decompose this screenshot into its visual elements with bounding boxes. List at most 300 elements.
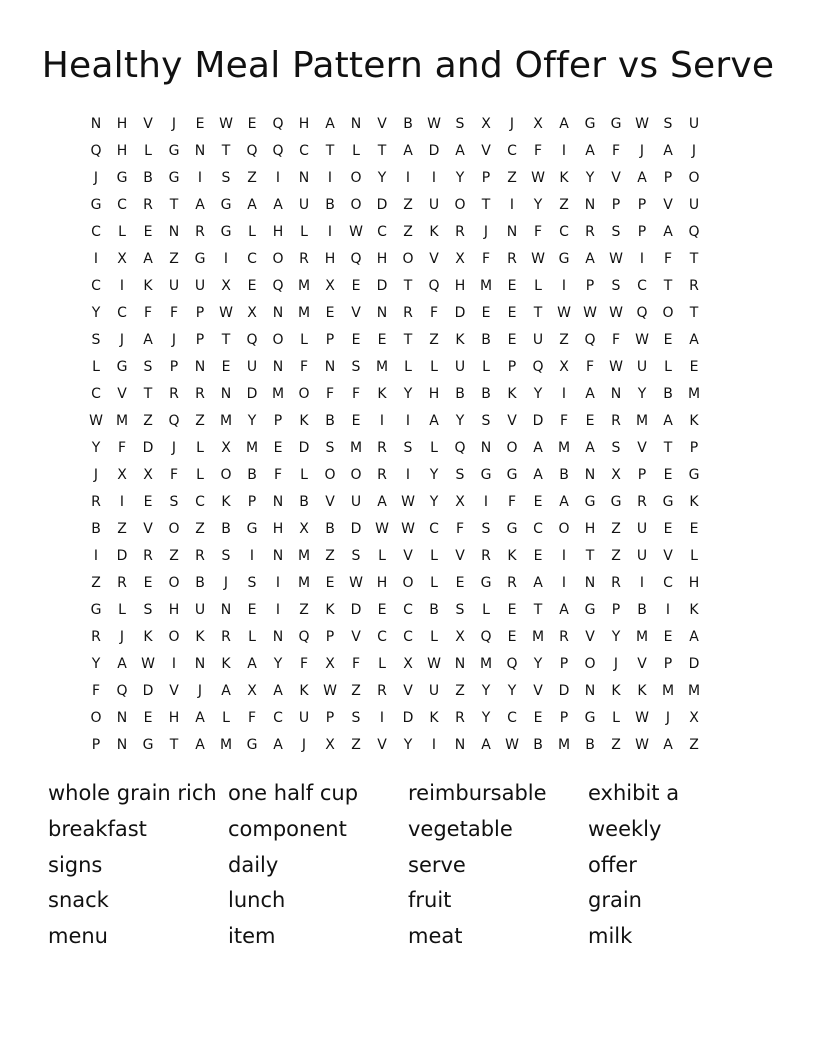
grid-letter: Z <box>143 413 153 429</box>
grid-letter: P <box>481 170 491 186</box>
grid-letter: L <box>300 224 308 240</box>
grid-letter: Z <box>611 737 621 753</box>
grid-letter: B <box>585 737 595 753</box>
grid-letter: O <box>506 440 518 456</box>
grid-letter: W <box>401 521 415 537</box>
puzzle-title: Healthy Meal Pattern and Offer vs Serve <box>41 45 775 86</box>
grid-letter: Q <box>272 278 284 294</box>
grid-letter: Y <box>455 170 465 186</box>
grid-letter: P <box>195 305 205 321</box>
grid-letter: F <box>169 305 179 321</box>
grid-letter: J <box>301 737 307 753</box>
grid-letter: G <box>506 521 518 537</box>
word-bank-item: fruit <box>408 888 452 913</box>
grid-letter: C <box>507 710 517 726</box>
grid-letter: G <box>194 251 206 267</box>
grid-letter: T <box>689 251 699 267</box>
grid-letter: R <box>377 467 387 483</box>
grid-letter: L <box>430 548 438 564</box>
grid-letter: A <box>481 737 491 753</box>
grid-letter: Y <box>585 170 595 186</box>
grid-letter: Q <box>532 359 544 375</box>
grid-row <box>83 489 733 516</box>
grid-letter: H <box>376 575 388 591</box>
grid-letter: N <box>194 656 206 672</box>
grid-letter: R <box>117 575 127 591</box>
grid-letter: L <box>378 656 386 672</box>
grid-letter: V <box>377 116 387 132</box>
grid-letter: U <box>636 359 648 375</box>
grid-letter: A <box>195 197 205 213</box>
grid-letter: P <box>195 332 205 348</box>
grid-letter: D <box>454 305 466 321</box>
grid-letter: Y <box>91 305 101 321</box>
grid-letter: Z <box>689 737 699 753</box>
grid-letter: E <box>507 602 517 618</box>
grid-letter: Y <box>533 656 543 672</box>
grid-letter: Y <box>377 170 387 186</box>
grid-letter: O <box>688 170 700 186</box>
word-bank-item: milk <box>588 924 633 948</box>
grid-letter: I <box>275 170 281 186</box>
grid-letter: P <box>507 359 517 375</box>
grid-letter: V <box>169 683 179 699</box>
grid-letter: H <box>584 521 596 537</box>
grid-letter: E <box>247 278 257 294</box>
grid-letter: B <box>559 467 569 483</box>
grid-letter: I <box>379 413 385 429</box>
grid-letter: P <box>663 170 673 186</box>
grid-letter: G <box>168 170 180 186</box>
grid-letter: Q <box>688 224 700 240</box>
grid-letter: W <box>427 116 441 132</box>
grid-letter: K <box>299 413 309 429</box>
grid-letter: E <box>507 332 517 348</box>
grid-letter: O <box>168 521 180 537</box>
grid-letter: P <box>637 197 647 213</box>
grid-letter: R <box>585 224 595 240</box>
grid-letter: A <box>403 143 413 159</box>
grid-letter: C <box>91 224 101 240</box>
grid-letter: V <box>351 305 361 321</box>
grid-letter: B <box>481 332 491 348</box>
grid-letter: Q <box>116 683 128 699</box>
grid-letter: S <box>221 170 231 186</box>
grid-letter: U <box>688 116 700 132</box>
grid-letter: A <box>585 143 595 159</box>
grid-letter: A <box>559 602 569 618</box>
grid-letter: L <box>378 548 386 564</box>
grid-letter: A <box>247 197 257 213</box>
grid-letter: B <box>637 602 647 618</box>
grid-letter: X <box>689 710 699 726</box>
grid-letter: F <box>273 467 283 483</box>
grid-letter: E <box>325 305 335 321</box>
grid-letter: D <box>298 440 310 456</box>
grid-letter: S <box>221 548 231 564</box>
grid-letter: P <box>559 710 569 726</box>
grid-letter: I <box>327 224 333 240</box>
grid-letter: E <box>377 332 387 348</box>
grid-letter: Q <box>272 143 284 159</box>
grid-letter: A <box>429 413 439 429</box>
grid-letter: T <box>585 548 595 564</box>
grid-letter: I <box>223 251 229 267</box>
grid-letter: S <box>247 575 257 591</box>
grid-letter: O <box>662 305 674 321</box>
grid-letter: K <box>429 224 439 240</box>
grid-letter: E <box>377 602 387 618</box>
grid-letter: Y <box>455 413 465 429</box>
grid-letter: O <box>90 710 102 726</box>
grid-letter: E <box>247 602 257 618</box>
grid-letter: A <box>273 683 283 699</box>
word-bank-item: offer <box>588 852 637 877</box>
grid-letter: L <box>430 575 438 591</box>
grid-letter: R <box>91 494 101 510</box>
grid-letter: F <box>611 332 621 348</box>
grid-letter: I <box>561 386 567 402</box>
word-bank-item: menu <box>48 924 108 948</box>
grid-letter: N <box>376 305 388 321</box>
grid-letter: G <box>506 467 518 483</box>
grid-row <box>83 273 733 300</box>
grid-letter: N <box>350 116 362 132</box>
grid-letter: N <box>480 440 492 456</box>
grid-letter: K <box>429 710 439 726</box>
grid-letter: A <box>533 575 543 591</box>
word-bank-item: lunch <box>228 888 286 913</box>
grid-letter: R <box>481 548 491 564</box>
grid-letter: R <box>195 224 205 240</box>
grid-letter: F <box>533 143 543 159</box>
grid-letter: G <box>246 521 258 537</box>
grid-letter: A <box>117 656 127 672</box>
grid-letter: H <box>116 116 128 132</box>
grid-letter: W <box>635 116 649 132</box>
grid-letter: K <box>377 386 387 402</box>
grid-letter: R <box>559 629 569 645</box>
grid-letter: S <box>611 224 621 240</box>
grid-letter: S <box>481 521 491 537</box>
grid-letter: T <box>533 602 543 618</box>
grid-letter: X <box>143 467 153 483</box>
grid-letter: Q <box>246 332 258 348</box>
grid-letter: I <box>327 170 333 186</box>
grid-letter: K <box>221 494 231 510</box>
grid-letter: L <box>222 710 230 726</box>
grid-letter: N <box>194 143 206 159</box>
grid-letter: E <box>143 494 153 510</box>
grid-letter: D <box>402 710 414 726</box>
grid-letter: A <box>247 656 257 672</box>
grid-letter: E <box>663 521 673 537</box>
grid-letter: P <box>637 224 647 240</box>
grid-letter: U <box>194 278 206 294</box>
grid-letter: L <box>196 440 204 456</box>
grid-letter: U <box>636 548 648 564</box>
grid-letter: X <box>247 305 257 321</box>
grid-letter: I <box>405 467 411 483</box>
grid-letter: K <box>455 332 465 348</box>
grid-letter: U <box>194 602 206 618</box>
grid-letter: E <box>325 575 335 591</box>
grid-letter: C <box>637 278 647 294</box>
grid-letter: E <box>533 548 543 564</box>
grid-letter: R <box>299 251 309 267</box>
grid-letter: V <box>143 116 153 132</box>
grid-row <box>83 597 733 624</box>
grid-letter: H <box>428 386 440 402</box>
grid-letter: D <box>142 440 154 456</box>
grid-letter: P <box>585 278 595 294</box>
grid-letter: H <box>454 278 466 294</box>
grid-letter: N <box>272 359 284 375</box>
grid-letter: I <box>275 575 281 591</box>
grid-letter: I <box>171 656 177 672</box>
grid-letter: O <box>350 170 362 186</box>
grid-letter: U <box>532 332 544 348</box>
grid-row <box>83 354 733 381</box>
grid-letter: X <box>403 656 413 672</box>
grid-row <box>83 111 733 138</box>
grid-letter: L <box>196 467 204 483</box>
grid-letter: B <box>533 737 543 753</box>
grid-letter: A <box>585 251 595 267</box>
grid-letter: W <box>609 359 623 375</box>
grid-letter: U <box>428 197 440 213</box>
grid-letter: W <box>219 116 233 132</box>
grid-letter: M <box>635 413 649 429</box>
grid-letter: G <box>584 494 596 510</box>
grid-letter: A <box>143 251 153 267</box>
grid-letter: C <box>533 521 543 537</box>
grid-letter: Q <box>90 143 102 159</box>
grid-letter: Z <box>351 683 361 699</box>
grid-letter: N <box>116 710 128 726</box>
grid-letter: J <box>171 116 177 132</box>
grid-letter: Z <box>91 575 101 591</box>
grid-letter: R <box>377 683 387 699</box>
grid-letter: O <box>272 332 284 348</box>
grid-letter: K <box>611 683 621 699</box>
grid-letter: V <box>663 197 673 213</box>
grid-letter: E <box>221 359 231 375</box>
grid-letter: Z <box>611 521 621 537</box>
grid-letter: G <box>610 494 622 510</box>
grid-letter: T <box>663 440 673 456</box>
grid-letter: A <box>195 710 205 726</box>
grid-letter: W <box>635 710 649 726</box>
grid-letter: J <box>665 710 671 726</box>
grid-letter: I <box>379 710 385 726</box>
grid-letter: V <box>143 521 153 537</box>
grid-letter: E <box>507 629 517 645</box>
grid-letter: F <box>663 251 673 267</box>
grid-letter: W <box>531 170 545 186</box>
grid-letter: W <box>323 683 337 699</box>
grid-letter: X <box>221 278 231 294</box>
grid-letter: C <box>403 602 413 618</box>
grid-letter: Y <box>403 386 413 402</box>
grid-letter: R <box>91 629 101 645</box>
grid-letter: X <box>325 737 335 753</box>
grid-letter: G <box>220 197 232 213</box>
grid-letter: Z <box>195 413 205 429</box>
grid-letter: Z <box>403 197 413 213</box>
grid-letter: D <box>558 683 570 699</box>
grid-letter: C <box>195 494 205 510</box>
grid-letter: J <box>223 575 229 591</box>
grid-letter: K <box>689 413 699 429</box>
grid-letter: S <box>663 116 673 132</box>
grid-letter: U <box>298 197 310 213</box>
grid-row <box>83 732 733 759</box>
grid-row <box>83 516 733 543</box>
grid-letter: B <box>299 494 309 510</box>
grid-letter: W <box>349 575 363 591</box>
grid-letter: X <box>221 440 231 456</box>
grid-letter: H <box>116 143 128 159</box>
grid-letter: G <box>584 710 596 726</box>
grid-letter: K <box>507 548 517 564</box>
grid-letter: Q <box>168 413 180 429</box>
grid-letter: Z <box>611 548 621 564</box>
grid-letter: V <box>403 548 413 564</box>
grid-letter: R <box>143 197 153 213</box>
grid-letter: W <box>635 737 649 753</box>
grid-letter: U <box>454 359 466 375</box>
grid-letter: X <box>481 116 491 132</box>
grid-letter: C <box>273 710 283 726</box>
grid-row <box>83 435 733 462</box>
grid-letter: M <box>557 440 571 456</box>
grid-letter: N <box>90 116 102 132</box>
grid-letter: M <box>297 278 311 294</box>
grid-letter: M <box>687 683 701 699</box>
grid-letter: N <box>194 359 206 375</box>
grid-letter: D <box>688 656 700 672</box>
grid-letter: F <box>455 521 465 537</box>
grid-row <box>83 381 733 408</box>
grid-letter: E <box>507 305 517 321</box>
grid-letter: E <box>351 278 361 294</box>
grid-letter: K <box>221 656 231 672</box>
grid-row <box>83 543 733 570</box>
grid-letter: L <box>430 359 438 375</box>
grid-letter: O <box>298 386 310 402</box>
grid-row <box>83 408 733 435</box>
grid-letter: Q <box>480 629 492 645</box>
grid-letter: J <box>171 332 177 348</box>
grid-letter: I <box>561 548 567 564</box>
grid-letter: J <box>613 656 619 672</box>
grid-letter: Z <box>455 683 465 699</box>
grid-letter: G <box>168 143 180 159</box>
grid-letter: M <box>297 548 311 564</box>
grid-row <box>83 219 733 246</box>
grid-letter: S <box>169 494 179 510</box>
grid-letter: V <box>637 656 647 672</box>
grid-letter: N <box>220 602 232 618</box>
grid-letter: B <box>663 386 673 402</box>
grid-letter: D <box>376 278 388 294</box>
grid-letter: Y <box>611 629 621 645</box>
grid-letter: T <box>403 278 413 294</box>
grid-letter: N <box>272 305 284 321</box>
grid-letter: M <box>349 440 363 456</box>
grid-letter: L <box>118 224 126 240</box>
grid-letter: K <box>143 629 153 645</box>
grid-letter: P <box>325 710 335 726</box>
grid-letter: X <box>117 251 127 267</box>
grid-letter: L <box>534 278 542 294</box>
grid-letter: M <box>531 629 545 645</box>
grid-letter: E <box>455 575 465 591</box>
grid-letter: T <box>403 332 413 348</box>
grid-letter: Z <box>325 548 335 564</box>
grid-letter: K <box>299 683 309 699</box>
grid-letter: H <box>688 575 700 591</box>
grid-row <box>83 300 733 327</box>
grid-letter: Y <box>403 737 413 753</box>
grid-letter: Y <box>637 386 647 402</box>
grid-letter: X <box>299 521 309 537</box>
grid-letter: W <box>401 494 415 510</box>
grid-letter: A <box>325 116 335 132</box>
grid-letter: A <box>195 737 205 753</box>
grid-letter: V <box>429 251 439 267</box>
grid-letter: B <box>143 170 153 186</box>
grid-letter: D <box>246 386 258 402</box>
grid-letter: I <box>509 197 515 213</box>
grid-letter: J <box>93 467 99 483</box>
grid-letter: W <box>427 656 441 672</box>
grid-letter: F <box>325 386 335 402</box>
grid-letter: D <box>350 602 362 618</box>
grid-letter: F <box>351 656 361 672</box>
grid-letter: W <box>219 305 233 321</box>
grid-row <box>83 246 733 273</box>
grid-letter: F <box>169 467 179 483</box>
grid-letter: N <box>116 737 128 753</box>
grid-letter: N <box>584 197 596 213</box>
grid-letter: D <box>376 197 388 213</box>
word-bank-item: one half cup <box>228 781 359 805</box>
grid-letter: W <box>375 521 389 537</box>
grid-letter: B <box>247 467 257 483</box>
grid-letter: R <box>455 224 465 240</box>
grid-letter: Z <box>247 170 257 186</box>
grid-letter: T <box>169 197 179 213</box>
grid-letter: E <box>689 359 699 375</box>
grid-letter: D <box>142 683 154 699</box>
grid-letter: N <box>168 224 180 240</box>
grid-letter: K <box>195 629 205 645</box>
grid-letter: Z <box>403 224 413 240</box>
grid-letter: K <box>143 278 153 294</box>
grid-letter: O <box>168 575 180 591</box>
grid-letter: G <box>584 602 596 618</box>
grid-letter: G <box>480 467 492 483</box>
grid-letter: Z <box>507 170 517 186</box>
grid-letter: P <box>169 359 179 375</box>
grid-letter: D <box>428 143 440 159</box>
grid-letter: I <box>639 251 645 267</box>
grid-letter: G <box>610 116 622 132</box>
grid-letter: O <box>324 467 336 483</box>
grid-letter: A <box>663 224 673 240</box>
